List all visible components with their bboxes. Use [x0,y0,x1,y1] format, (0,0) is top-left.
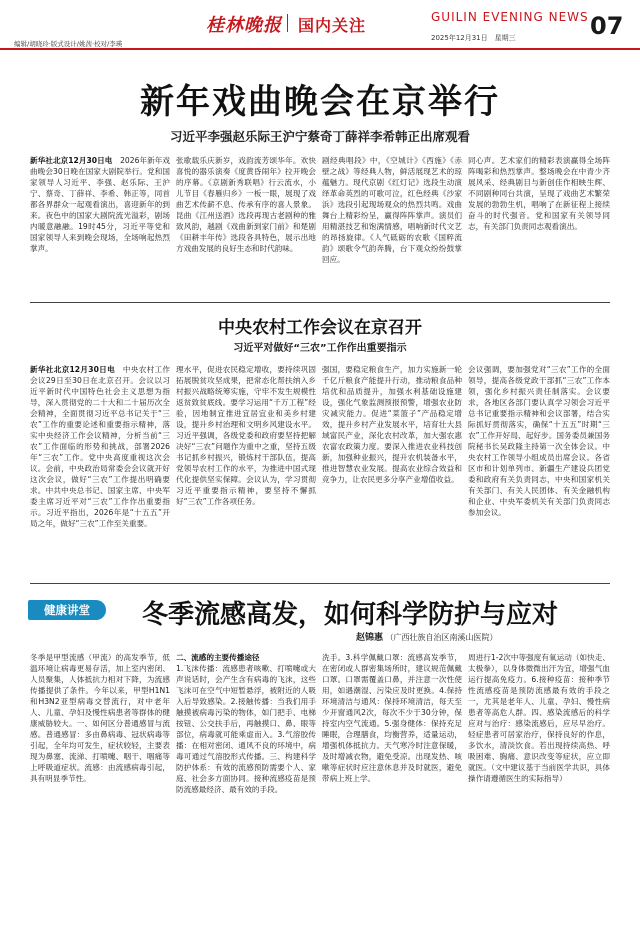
article3-byline [356,630,498,643]
staff-credits: 编辑/胡晓玲·版式设计/姚茜·校对/李瑛 [14,40,123,48]
article1-column-4: 同心声。艺术家们的精彩表演赢得全场阵阵喝彩和热烈掌声。整场晚会在中青少齐展风采、经典剧目与新创佳作相映生辉、不同剧种同台共演，呈现了戏曲艺术繁荣发展的勃勃生机，唱响了在新征程上接续奋斗的时代强音。党和国家有关领导同志，有关部门负责同志观看演出。 [468,156,610,231]
article2-column-1 [30,364,170,574]
article2-column-2: 理水平，促进农民稳定增收，要持续巩固拓展脱贫攻坚成果，把常态化帮扶纳入乡村振兴战略统筹实施，守牢不发生规模性返贫致贫底线。要学习运用“千万工程”经验，因地制宜推进宜居宜业和美乡村建设，提升乡村治理和文明乡风建设水平。习近平强调，各级党委和政府要坚持把解决好“三农”问题作为重中之重，坚持五级书记抓乡村振兴，锻炼村干部队伍，提高党领导农村工作的水平，为推进中国式现代化提供坚实保障。会议认为，学习贯彻习近平重要指示精神，要坚持不懈抓好“三农”工作各项任务。 [176,365,316,506]
article3-column-3: 洗手。3.科学佩戴口罩：流感高发季节，在密闭或人群密集场所时，建议规范佩戴口罩。口罩需覆盖口鼻，并注意一次性使用，如遇潮湿、污染应及时更换。4.保持环境清洁与通风：保持环境清洁，每天至少开窗通风2次，每次不少于30分钟，保持室内空气流通。5.强身健体：保持充足睡眠，合理膳食，均衡营养，适量运动，增强机体抵抗力。天气寒冷时注意保暖，及时增减衣物，避免受凉。出现发热、咳嗽等症状时应注意休息并及时就医，避免带病上班上学。 [322,653,462,783]
author-name: 赵锦惠 [356,633,384,643]
article1-col1-text: 2026年新年戏曲晚会30日晚在国家大剧院举行。党和国家领导人习近平、李强、赵乐际、王沪宁、蔡奇、丁薛祥、李希、韩正等，同首都各界群众一起观看演出，喜迎新年的到来。夜色中的国家大剧院流光溢彩，剧场内暖意融融。19时45分，习近平等党和国家领导人来到晚会现场，全场响起热烈掌声。 [30,156,170,253]
article3-section-heading: 二、流感的主要传播途径 [176,653,260,662]
masthead [0,0,640,56]
article1-column-2: 张歌载乐庆新岁，戏韵流芳颂华年。欢快喜悦的器乐演奏《度黄昏闹年》拉开晚会的序幕。《京剧新秀联唱》行云流水，小儿节目《春雁归乡》一板一眼，展现了戏曲艺术传薪不息、传承有序的喜人景象。昆曲《江州送酒》选段再现古老剧种的雅致风韵，越剧《戏曲新到家门前》和楚剧《田耕丰年传》选段各具特色，展示出地方戏曲发展的良好生态和时代韵味。 [176,156,316,253]
article1-headline: 新年戏曲晚会在京举行 [140,82,500,122]
article2-dateline: 新华社北京12月30日电 [30,365,115,374]
article1-column-1 [30,155,170,300]
article2-headline: 中央农村工作会议在京召开 [218,318,422,338]
article3-col2-text: 1.飞沫传播：流感患者咳嗽、打喷嚏或大声说话时，会产生含有病毒的飞沫，这些飞沫可在空气中短暂悬浮，被附近的人吸入后导致感染。2.接触传播：当我们用手触摸被病毒污染的物体，如门把手、电梯按钮、公交扶手后，再触摸口、鼻、眼等部位，病毒就可能乘虚而入。3.气溶胶传播：在相对密闭、通风不良的环境中，病毒可通过气溶胶形式传播。三、构建科学防护体系：有效的流感预防需要个人、家庭、社会多方面协同。接种流感疫苗是预防流感最经济、最有效的手段。 [176,664,316,794]
author-affiliation: （广西壮族自治区南溪山医院） [385,633,498,642]
article3-column-1: 冬季是甲型流感（甲流）的高发季节，低温环境让病毒更易存活，加上室内密闭、人员聚集，人体抵抗力相对下降，为流感传播提供了条件。今年以来，甲型H1N1和H3N2亚型病毒交替流行，对中老年人、儿童、孕妇及慢性病患者等群体的健康威胁较大。一、如何区分普通感冒与流感。普通感冒：多由鼻病毒、冠状病毒等引起，全年均可发生，症状较轻，主要表现为鼻塞、流涕、打喷嚏、咽干、咽痛等上呼吸道症状。流感：由流感病毒引起，具有明显季节性。 [30,653,170,783]
paper-name: GUILIN EVENING NEWS [431,10,589,24]
page-number: 07 [590,12,624,40]
article3-headline: 冬季流感高发，如何科学防护与应对 [141,600,558,630]
section-divider [30,583,610,584]
article1-subhead: 习近平李强赵乐际王沪宁蔡奇丁薛祥李希韩正出席观看 [169,129,470,144]
article-divider [30,302,610,303]
article2-column-3: 强国，要稳定粮食生产，加力实施新一轮千亿斤粮食产能提升行动，推动粮食品种培优和品质提升，加强水利基础设施建设，强化气象监测预报预警，增强农业防灾减灾能力。促进“菜篮子”产品稳定增效，提升乡村产业发展水平，培育壮大县域富民产业，深化农村改革，加大强农惠农富农政策力度。要深入推进农业科技创新，加强种业振兴，提升农机装备水平，推进智慧农业发展。提高农业综合效益和竞争力，让农民更多分享产业增值收益。 [322,365,462,484]
section-title: 国内关注 [298,16,367,35]
article2-column-4: 会议强调，要加强党对“三农”工作的全面领导，提高各级党政干部抓“三农”工作本领，强化乡村振兴责任制落实。会议要求，各地区各部门要认真学习领会习近平总书记重要指示精神和会议部署，结合实际抓好贯彻落实，确保“十五五”时期“三农”工作开好局、起好步。国务委员兼国务院秘书长吴政隆主持第一次全体会议。中央农村工作领导小组成员出席会议。各省区市和计划单列市、新疆生产建设兵团党委和政府有关负责同志，中央和国家机关有关部门、有关人民团体、有关金融机构和企业、中央军委机关有关部门负责同志参加会议。 [468,365,610,517]
newspaper-logo: 桂林晚报 [206,15,282,36]
article1-column-3: 剧经典唱段》中，《空城计》《西施》《赤壁之战》等经典人物，鲜活展现艺术的琼蕴魅力。现代京剧《红灯记》选段生动演绎革命英烈的可歌可泣，红色经典《沙家浜》选段引起现场观众的热烈共鸣。戏曲舞台上精彩纷呈，赢得阵阵掌声。演员们用精湛技艺和饱满情感，唱响新时代文艺的昂扬旋律。《人气砥砺的农歌《国粹流韵》颂歌令气韵奔腾，台下观众纷纷鼓掌回应。 [322,156,462,264]
article2-subhead: 习近平对做好“三农”工作作出重要指示 [233,343,407,354]
issue-date: 2025年12月31日 星期三 [431,34,516,42]
article2-col1-text: 中央农村工作会议29日至30日在北京召开。会议以习近平新时代中国特色社会主义思想为指导，深入贯彻党的二十大和二十届历次全会精神，全面贯彻习近平总书记关于“三农”工作的重要论述和重要指示精神，落实中央经济工作会议精神，分析当前“三农”工作面临的形势和挑战，部署2026年“三农”工作。党中央高度重视这次会议。会前，中央政治局常委会会议就开好这次会议，做好“三农”工作提出明确要求。中共中央总书记、国家主席、中央军委主席习近平对“三农”工作作出重要指示。习近平指出，2026年是“十五五”开局之年，做好“三农”工作至关重要。 [30,365,170,528]
article1-dateline: 新华社北京12月30日电 [30,156,113,165]
article3-column-2 [176,652,316,917]
masthead-divider [287,14,288,32]
article3-column-4: 周进行1-2次中等强度有氧运动（如快走、太极拳），以身体微微出汗为宜，增强气血运行提高免疫力。6.接种疫苗：接种季节性流感疫苗是预防流感最有效的手段之一，尤其是老年人、儿童、孕妇、慢性病患者等高危人群。四、感染流感后的科学应对与治疗：感染流感后，应尽早治疗。轻症患者可居家治疗，保持良好的作息，多饮水，清淡饮食。若出现持续高热、呼吸困难、胸痛、意识改变等症状，应立即就医。（文中建议基于当前医学共识，具体操作请遵循医生的实际指导） [468,653,610,783]
masthead-rule [0,48,640,50]
health-section-tag: 健康讲堂 [28,600,106,620]
